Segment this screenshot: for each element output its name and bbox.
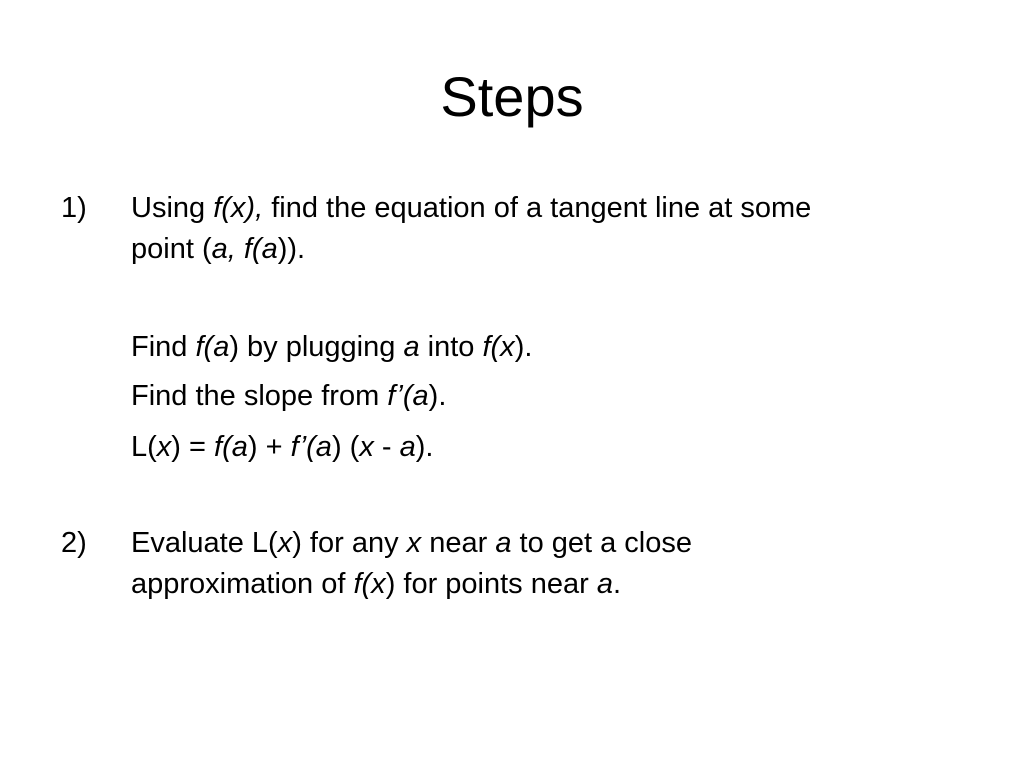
text: to get a close [511, 527, 693, 559]
math: f(a [214, 431, 248, 463]
text: Evaluate L( [131, 527, 278, 559]
substep-find-slope [131, 378, 446, 414]
math: x [156, 431, 172, 463]
math: f’(a [387, 380, 429, 412]
text: ) for points near [385, 568, 597, 600]
text: - [373, 431, 400, 463]
step-2-line-2 [131, 566, 621, 602]
step-1-number: 1) [61, 192, 87, 224]
text: ) = [171, 431, 215, 463]
text: ) by plugging [229, 331, 404, 363]
text: ) ( [331, 431, 360, 463]
math: a [596, 568, 613, 600]
text: ). [415, 431, 434, 463]
math: f’(a [290, 431, 332, 463]
math: f(a [195, 331, 230, 363]
text: . [612, 568, 622, 600]
step-2-number: 2) [61, 527, 87, 559]
text: ) for any [292, 527, 407, 559]
math: x [359, 431, 374, 463]
step-1-line-1 [131, 190, 811, 226]
text: Find the slope from [131, 380, 388, 412]
math: x [277, 527, 293, 559]
step-2-line-1 [131, 525, 692, 561]
text: ). [428, 380, 447, 412]
text: approximation of [131, 568, 354, 600]
text: L( [131, 431, 157, 463]
substep-linearization [131, 429, 433, 465]
text: Find [131, 331, 196, 363]
substep-find-fa [131, 329, 532, 365]
text: into [419, 331, 483, 363]
math-fx: f(x), [213, 192, 264, 224]
math: f(x [353, 568, 386, 600]
math: a [399, 431, 416, 463]
text: Using [131, 192, 214, 224]
slide-title: Steps [440, 65, 584, 128]
math: f(x [482, 331, 515, 363]
text: near [421, 527, 496, 559]
math-a-fa: a, f(a [211, 233, 278, 265]
math: a [495, 527, 512, 559]
text: ) + [247, 431, 291, 463]
text: find the equation of a tangent line at some [263, 192, 812, 224]
math: x [406, 527, 422, 559]
text: point ( [131, 233, 212, 265]
text: )). [277, 233, 306, 265]
text: ). [514, 331, 533, 363]
step-1-line-2 [131, 231, 305, 267]
math: a [403, 331, 420, 363]
